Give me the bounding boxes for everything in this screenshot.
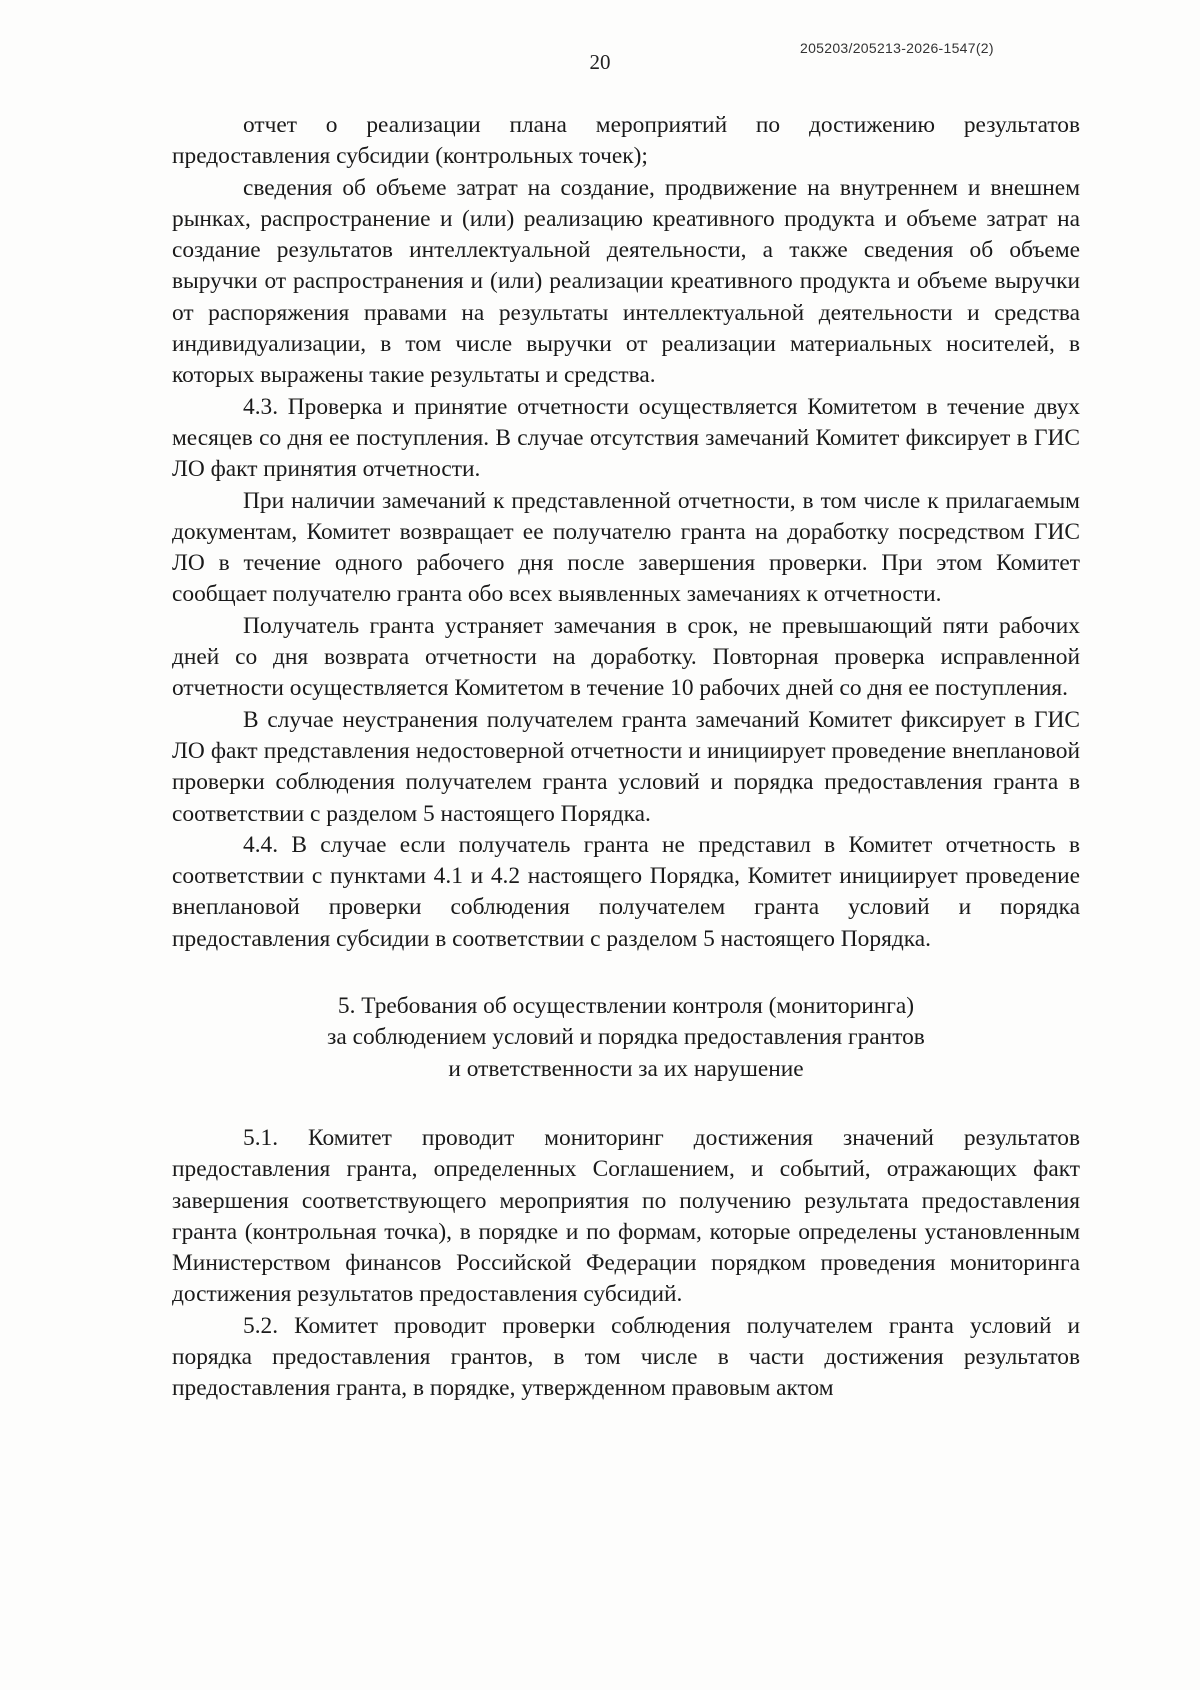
paragraph-5-1: 5.1. Комитет проводит мониторинг достижения значений результатов предоставления гранта, определенных Соглашением, и событий, отражающих факт завершения соответствующего мероприятия по получению результата предоставления гранта (контрольная точка), в порядке и по формам, которые определены установленным Министерством финансов Российской Федерации порядком проведения мониторинга достижения результатов предоставления субсидий.: [172, 1124, 1080, 1308]
section-5-heading: [172, 991, 1080, 1085]
paragraph-remarks: При наличии замечаний к представленной отчетности, в том числе к прилагаемым документам, Комитет возвращает ее получателю гранта на доработку посредством ГИС ЛО в течение одного рабочего дня после завершения проверки. При этом Комитет сообщает получателю гранта обо всех выявленных замечаниях к отчетности.: [172, 487, 1080, 608]
page-number: 20: [589, 50, 611, 74]
section-heading-line-2: за соблюдением условий и порядка предоставления грантов: [327, 1024, 925, 1051]
paragraph-4-4: 4.4. В случае если получатель гранта не представил в Комитет отчетность в соответствии с пунктами 4.1 и 4.2 настоящего Порядка, Комитет инициирует проведение внеплановой проверки соблюдения получателем гранта условий и порядка предоставления субсидии в соответствии с разделом 5 настоящего Порядка.: [172, 831, 1080, 952]
paragraph-report-plan: отчет о реализации плана мероприятий по достижению результатов предоставления субсидии (контрольных точек);: [172, 112, 1080, 170]
paragraph-grantee-fixes: Получатель гранта устраняет замечания в срок, не превышающий пяти рабочих дней со дня возврата отчетности на доработку. Повторная проверка исправленной отчетности осуществляется Комитетом в течение 10 рабочих дней со дня ее поступления.: [172, 612, 1080, 702]
document-id: 205203/205213-2026-1547(2): [800, 40, 994, 56]
paragraph-cost-info: сведения об объеме затрат на создание, продвижение на внутреннем и внешнем рынках, распространение и (или) реализацию креативного продукта и объеме затрат на создание результатов интеллектуальной деятельности, а также сведения об объеме выручки от распространения и (или) реализации креативного продукта и объеме выручки от распоряжения правами на результаты интеллектуальной деятельности и средства индивидуализации, в том числе выручки от реализации материальных носителей, в которых выражены такие результаты и средства.: [172, 174, 1080, 389]
paragraph-unfixed-remarks: В случае неустранения получателем гранта замечаний Комитет фиксирует в ГИС ЛО факт представления недостоверной отчетности и инициирует проведение внеплановой проверки соблюдения получателем гранта условий и порядка предоставления гранта в соответствии с разделом 5 настоящего Порядка.: [172, 706, 1080, 827]
document-body: [172, 110, 1080, 1405]
paragraph-4-3: 4.3. Проверка и принятие отчетности осуществляется Комитетом в течение двух месяцев со дня ее поступления. В случае отсутствия замечаний Комитет фиксирует в ГИС ЛО факт принятия отчетности.: [172, 393, 1080, 483]
section-heading-line-3: и ответственности за их нарушение: [448, 1055, 804, 1082]
section-heading-line-1: 5. Требования об осуществлении контроля (мониторинга): [337, 993, 915, 1020]
paragraph-5-2: 5.2. Комитет проводит проверки соблюдения получателем гранта условий и порядка предоставления грантов, в том числе в части достижения результатов предоставления гранта, в порядке, утвержденном правовым актом: [172, 1312, 1080, 1402]
